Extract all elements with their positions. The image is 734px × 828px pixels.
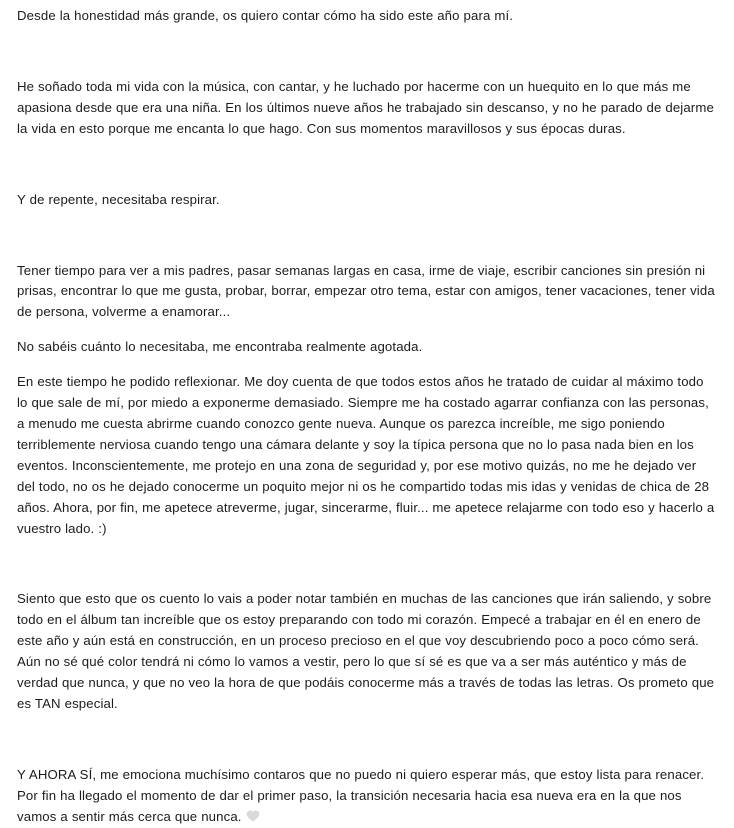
letter-paragraph-5: No sabéis cuánto lo necesitaba, me encontraba realmente agotada. (17, 339, 423, 355)
letter-paragraph-2: He soñado toda mi vida con la música, con cantar, y he luchado por hacerme con un huequito en lo que más me apasiona desde que era una niña. En los últimos nueve años he trabajado sin descanso, y no he parado de dejarme la vida en esto porque me encanta lo que hago. Con sus momentos maravillosos y sus épocas duras. (17, 78, 714, 136)
letter-paragraph-8-text: Y AHORA SÍ, me emociona muchísimo contaros que no puedo ni quiero esperar más, que estoy lista para renacer. Por fin ha llegado el momento de dar el primer paso, la transición necesaria hacia esa nueva era en la que nos vamos a sentir más cerca que nunca. (17, 766, 705, 824)
letter-paragraph-4: Tener tiempo para ver a mis padres, pasar semanas largas en casa, irme de viaje, escribir canciones sin presión ni prisas, encontrar lo que me gusta, probar, borrar, empezar otro tema, estar con amigos, tener vacaciones, tener vida de persona, volverme a enamorar... (17, 262, 715, 320)
letter-paragraph-7: Siento que esto que os cuento lo vais a poder notar también en muchas de las canciones que irán saliendo, y sobre todo en el álbum tan increíble que os estoy preparando con todo mi corazón. Empecé a trabajar en él en enero de este año y aún está en construcción, en un proceso precioso en el que voy descubriendo poco a poco cómo será. Aún no sé qué color tendrá ni cómo lo vamos a vestir, pero lo que sí sé es que va a ser más auténtico y más de verdad que nunca, y que no veo la hora de que podáis conocerme más a través de todas las letras. Os prometo que es TAN especial. (17, 591, 715, 711)
white-heart-emoji-icon (246, 809, 260, 822)
letter-paragraph-8 (17, 765, 717, 828)
letter-paragraph-6: En este tiempo he podido reflexionar. Me doy cuenta de que todos estos años he tratado de cuidar al máximo todo lo que sale de mí, por miedo a exponerme demasiado. Siempre me ha costado agarrar confianza con las personas, a menudo me cuesta abrirme cuando conozco gente nueva. Aunque os parezca increíble, me sigo poniendo terriblemente nerviosa cuando tengo una cámara delante y soy la típica persona que no lo pasa nada bien en los eventos. Inconscientemente, me protejo en una zona de seguridad y, por ese motivo quizás, no me he dejado ver del todo, no os he dejado conocerme un poquito mejor ni os he compartido todas mis idas y venidas de chica de 28 años. Ahora, por fin, me apetece atreverme, jugar, sincerarme, fluir... me apetece relajarme con todo eso y hacerlo a vuestro lado. :) (17, 374, 715, 536)
letter-paragraph-3: Y de repente, necesitaba respirar. (17, 191, 220, 207)
letter-body (17, 6, 717, 828)
letter-paragraph-1: Desde la honestidad más grande, os quiero contar cómo ha sido este año para mí. (17, 8, 514, 23)
